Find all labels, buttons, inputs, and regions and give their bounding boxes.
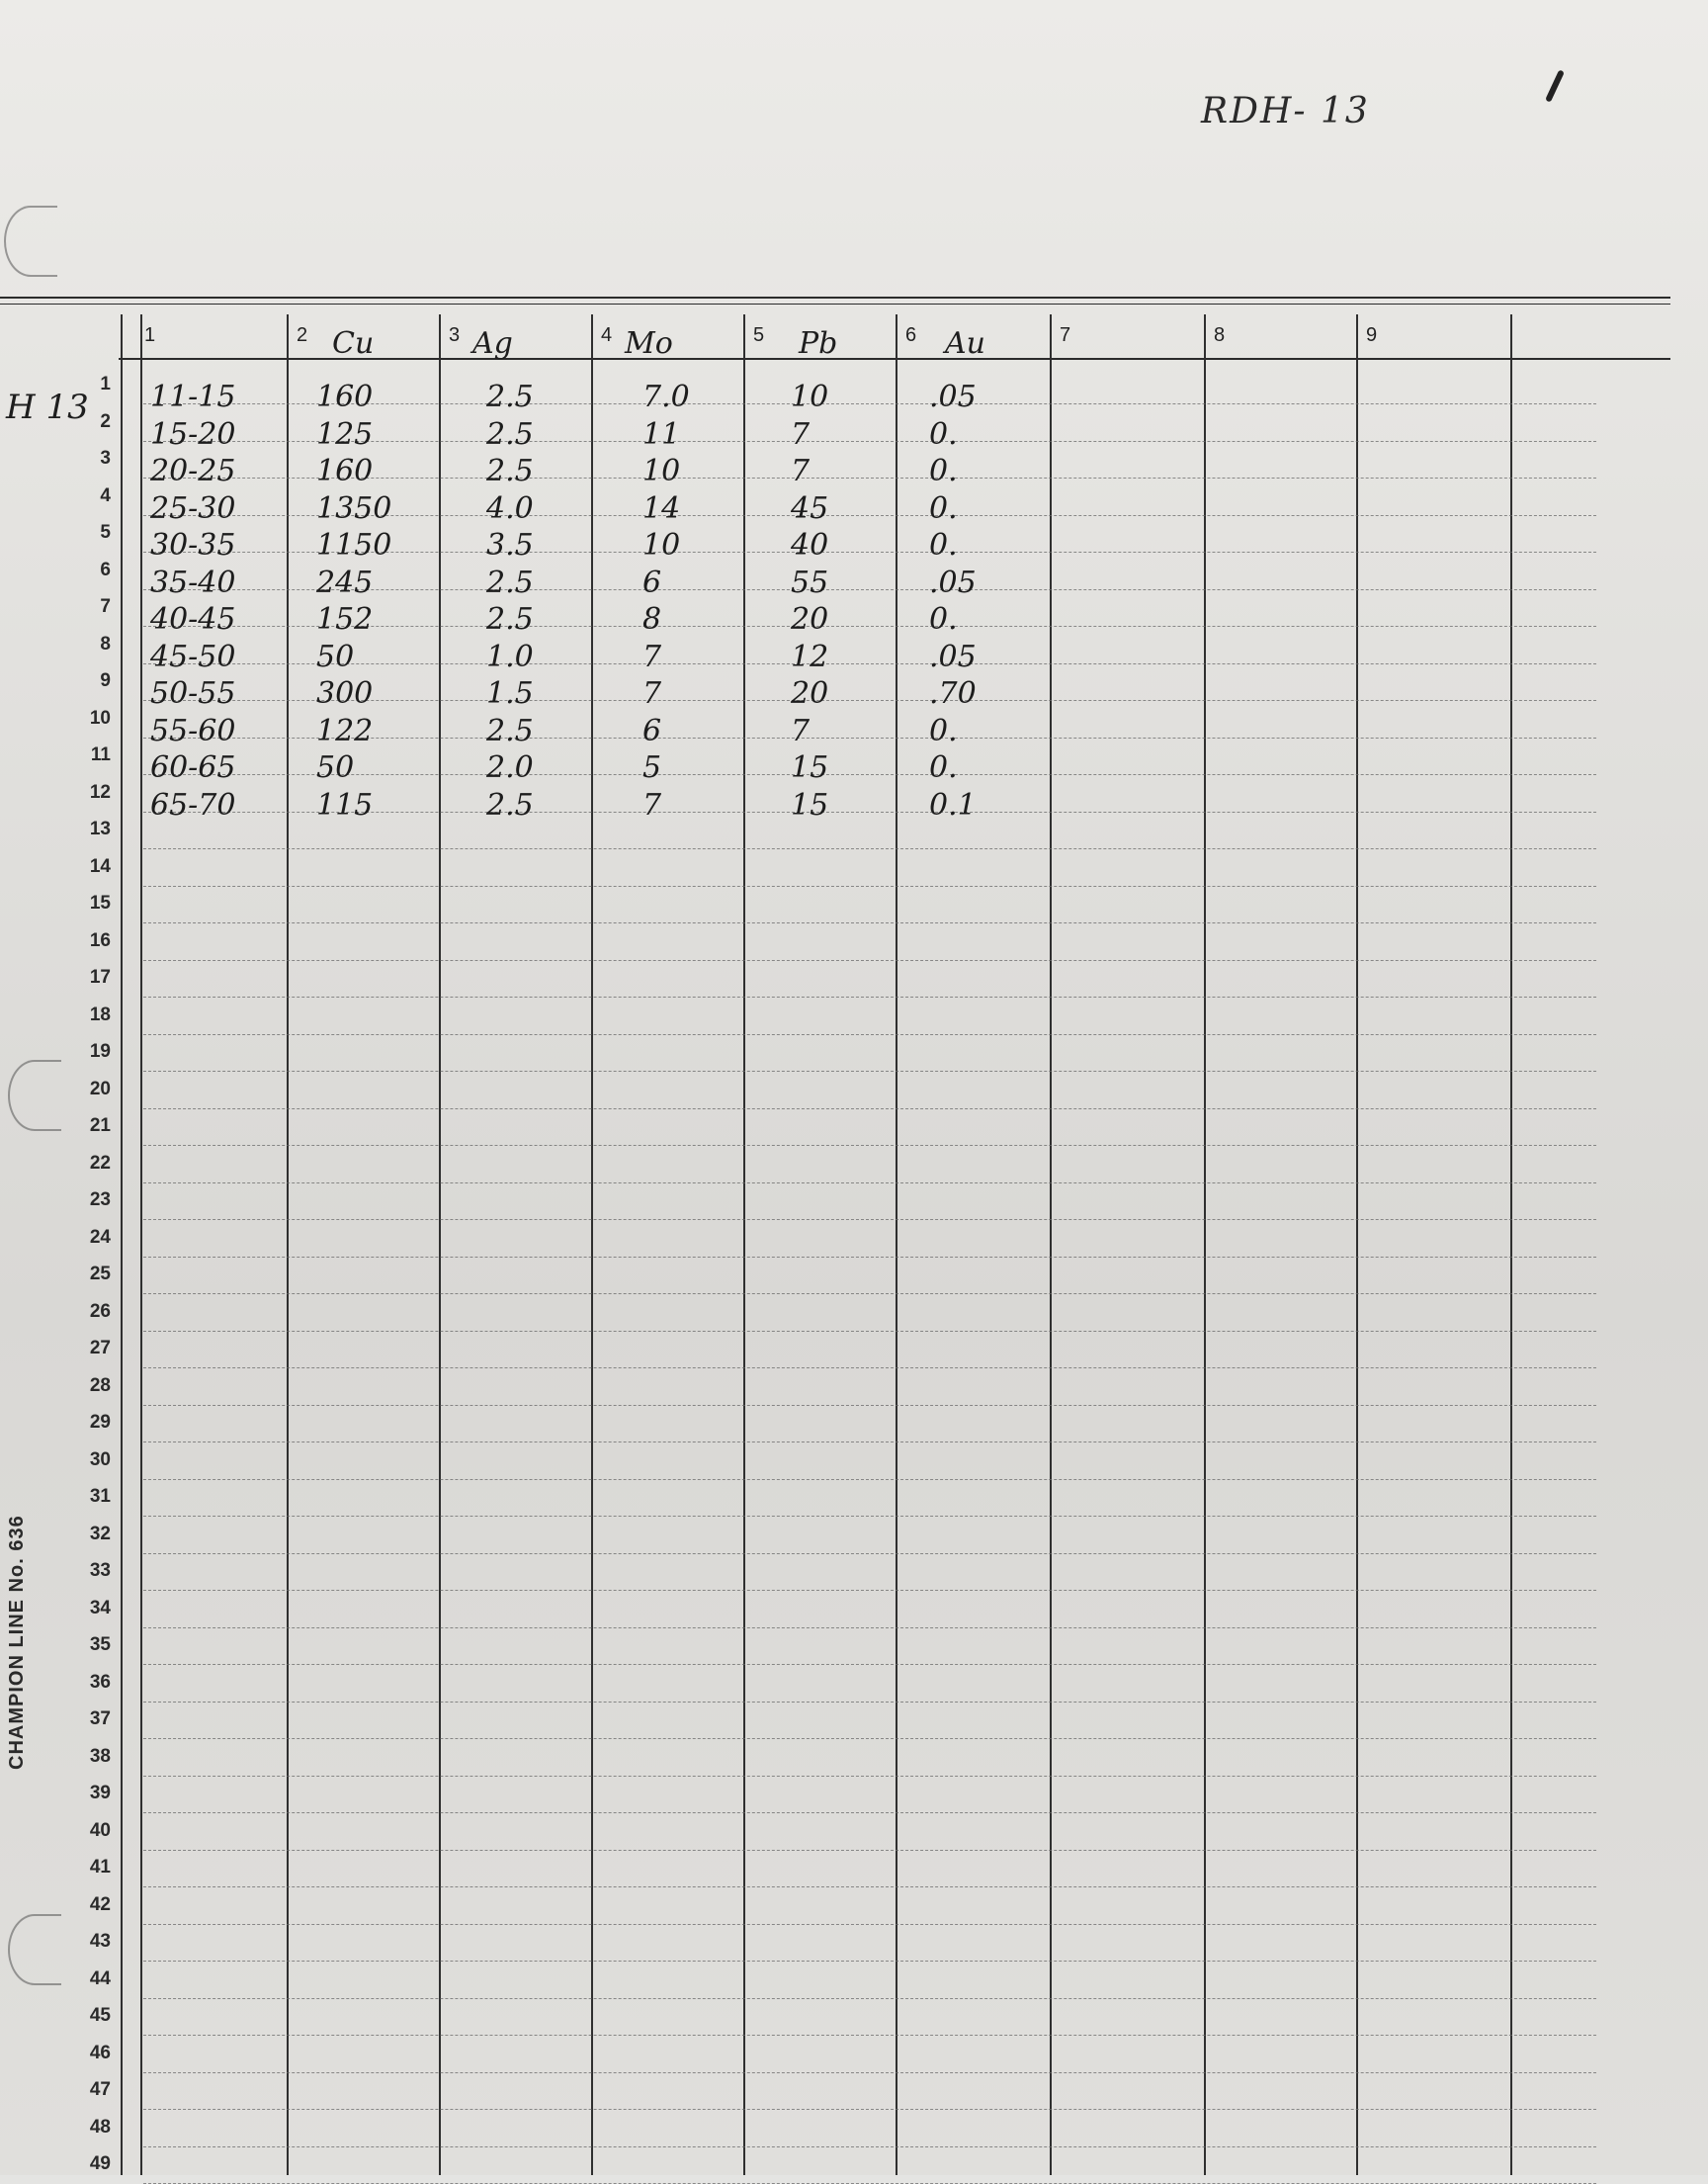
form-label: CHAMPION LINE No. 636 — [6, 1515, 28, 1770]
au-cell: 0. — [929, 750, 958, 785]
header-rule-top — [0, 297, 1670, 299]
mo-cell: 6 — [642, 713, 662, 748]
column-divider — [439, 314, 441, 2175]
row-rule — [143, 663, 1596, 664]
row-rule — [143, 1664, 1596, 1665]
row-number: 26 — [89, 1300, 111, 1322]
cu-cell: 152 — [316, 602, 374, 637]
au-cell: 0. — [929, 416, 958, 452]
hole-label: H 13 — [6, 388, 89, 427]
column-number: 2 — [297, 324, 308, 346]
row-rule — [143, 1553, 1596, 1554]
row-number: 18 — [89, 1004, 111, 1025]
row-rule — [143, 1961, 1596, 1962]
row-rule — [143, 1293, 1596, 1294]
row-number: 14 — [89, 855, 111, 877]
row-number: 20 — [89, 1078, 111, 1099]
row-number: 38 — [89, 1745, 111, 1767]
header-rule-top-thin — [0, 304, 1670, 305]
pb-cell: 7 — [791, 416, 811, 452]
row-number: 8 — [100, 633, 111, 655]
row-number: 24 — [89, 1226, 111, 1248]
interval-cell: 11-15 — [150, 380, 236, 414]
row-number: 21 — [89, 1115, 111, 1136]
row-rule — [143, 1590, 1596, 1591]
au-cell: .70 — [929, 676, 977, 711]
au-cell: 0. — [929, 713, 958, 748]
row-rule — [143, 1108, 1596, 1109]
row-number: 36 — [89, 1671, 111, 1693]
column-divider — [1204, 314, 1206, 2175]
ag-cell: 2.5 — [486, 565, 534, 600]
row-rule — [143, 960, 1596, 961]
column-divider — [743, 314, 745, 2175]
column-element-mo: Mo — [625, 326, 673, 361]
mo-cell: 7.0 — [642, 380, 690, 414]
row-rule — [143, 848, 1596, 849]
cu-cell: 300 — [316, 676, 374, 711]
row-number: 16 — [89, 929, 111, 951]
au-cell: .05 — [929, 639, 977, 674]
mo-cell: 14 — [642, 490, 681, 526]
mo-cell: 8 — [642, 602, 662, 637]
row-number: 19 — [89, 1041, 111, 1062]
column-number: 5 — [753, 324, 765, 346]
mo-cell: 10 — [642, 528, 681, 563]
cu-cell: 1150 — [316, 528, 392, 563]
cu-cell: 50 — [316, 639, 355, 674]
column-number: 8 — [1214, 324, 1226, 346]
row-rule — [143, 886, 1596, 887]
interval-cell: 30-35 — [150, 528, 236, 563]
row-rule — [143, 1257, 1596, 1258]
cu-cell: 245 — [316, 565, 374, 600]
row-rule — [143, 1071, 1596, 1072]
ag-cell: 2.5 — [486, 454, 534, 488]
mo-cell: 7 — [642, 639, 662, 674]
row-number: 30 — [89, 1448, 111, 1470]
au-cell: 0. — [929, 528, 958, 563]
column-number: 7 — [1060, 324, 1071, 346]
row-rule — [143, 774, 1596, 775]
row-number: 31 — [89, 1486, 111, 1507]
row-number: 32 — [89, 1523, 111, 1544]
row-rule — [143, 1331, 1596, 1332]
pb-cell: 20 — [791, 602, 829, 637]
au-cell: 0.1 — [929, 787, 977, 823]
row-number: 47 — [89, 2079, 111, 2100]
row-rule — [143, 2072, 1596, 2073]
row-rule — [143, 2035, 1596, 2036]
au-cell: .05 — [929, 565, 977, 600]
row-number: 12 — [89, 781, 111, 803]
pb-cell: 7 — [791, 454, 811, 488]
ag-cell: 1.5 — [486, 676, 534, 711]
row-number: 33 — [89, 1560, 111, 1581]
ag-cell: 2.5 — [486, 380, 534, 414]
row-number: 1 — [100, 374, 111, 394]
interval-cell: 15-20 — [150, 416, 236, 452]
row-rule — [143, 1145, 1596, 1146]
row-number: 17 — [89, 967, 111, 988]
pb-cell: 40 — [791, 528, 829, 563]
interval-cell: 35-40 — [150, 565, 236, 600]
interval-cell: 50-55 — [150, 676, 236, 711]
ag-cell: 2.0 — [486, 750, 534, 785]
cu-cell: 125 — [316, 416, 374, 452]
ag-cell: 1.0 — [486, 639, 534, 674]
au-cell: .05 — [929, 380, 977, 414]
row-rule — [143, 1886, 1596, 1887]
column-divider — [591, 314, 593, 2175]
column-number: 4 — [601, 324, 613, 346]
row-number: 23 — [89, 1189, 111, 1210]
row-rule — [143, 1367, 1596, 1368]
mo-cell: 7 — [642, 787, 662, 823]
sheet-id-label: RDH- 13 — [1201, 91, 1370, 131]
row-number: 37 — [89, 1708, 111, 1729]
row-number: 25 — [89, 1264, 111, 1284]
row-number: 45 — [89, 2005, 111, 2026]
column-divider — [1510, 314, 1512, 2175]
column-number: 1 — [144, 324, 156, 346]
row-number: 46 — [89, 2042, 111, 2063]
row-rule — [143, 1405, 1596, 1406]
row-number: 43 — [89, 1931, 111, 1952]
page-header-area — [0, 0, 1708, 297]
column-number: 9 — [1366, 324, 1378, 346]
row-rule — [143, 1850, 1596, 1851]
pen-mark — [1545, 69, 1565, 102]
cu-cell: 115 — [316, 787, 374, 823]
au-cell: 0. — [929, 490, 958, 526]
row-number: 27 — [89, 1338, 111, 1358]
column-divider — [896, 314, 897, 2175]
row-number: 35 — [89, 1634, 111, 1655]
row-number: 5 — [100, 522, 111, 543]
row-number: 2 — [100, 410, 111, 432]
column-divider — [1356, 314, 1358, 2175]
interval-cell: 25-30 — [150, 490, 236, 526]
row-number: 40 — [89, 1819, 111, 1841]
column-element-pb: Pb — [799, 326, 838, 361]
interval-cell: 65-70 — [150, 787, 236, 823]
row-number: 42 — [89, 1893, 111, 1915]
ag-cell: 2.5 — [486, 602, 534, 637]
row-number: 44 — [89, 1967, 111, 1989]
row-rule — [143, 2109, 1596, 2110]
ag-cell: 2.5 — [486, 713, 534, 748]
interval-cell: 20-25 — [150, 454, 236, 488]
pb-cell: 12 — [791, 639, 829, 674]
pb-cell: 10 — [791, 380, 829, 414]
mo-cell: 7 — [642, 676, 662, 711]
row-rule — [143, 1219, 1596, 1220]
column-divider — [140, 314, 142, 2175]
row-number: 48 — [89, 2116, 111, 2138]
row-number: 7 — [100, 596, 111, 617]
cu-cell: 50 — [316, 750, 355, 785]
row-rule — [143, 1998, 1596, 1999]
row-number: 49 — [89, 2153, 111, 2174]
pb-cell: 7 — [791, 713, 811, 748]
row-rule — [143, 1441, 1596, 1442]
row-number: 6 — [100, 559, 111, 580]
column-divider — [287, 314, 289, 2175]
ag-cell: 2.5 — [486, 787, 534, 823]
punch-hole-bottom — [8, 1914, 61, 1985]
row-number: 15 — [89, 893, 111, 914]
ag-cell: 2.5 — [486, 416, 534, 452]
au-cell: 0. — [929, 454, 958, 488]
interval-cell: 55-60 — [150, 713, 236, 748]
pb-cell: 55 — [791, 565, 829, 600]
row-rule — [143, 1738, 1596, 1739]
cu-cell: 1350 — [316, 490, 392, 526]
row-rule — [143, 1034, 1596, 1035]
ag-cell: 4.0 — [486, 490, 534, 526]
interval-cell: 40-45 — [150, 602, 236, 637]
column-divider — [121, 314, 123, 2175]
row-rule — [143, 1627, 1596, 1628]
punch-hole-middle — [8, 1060, 61, 1131]
row-number: 22 — [89, 1152, 111, 1174]
cu-cell: 160 — [316, 454, 374, 488]
pb-cell: 15 — [791, 787, 829, 823]
pb-cell: 20 — [791, 676, 829, 711]
row-rule — [143, 1702, 1596, 1703]
row-number: 39 — [89, 1783, 111, 1803]
row-number: 13 — [89, 819, 111, 839]
interval-cell: 60-65 — [150, 750, 236, 785]
column-number: 3 — [449, 324, 461, 346]
row-number: 9 — [100, 670, 111, 691]
row-rule — [143, 1516, 1596, 1517]
au-cell: 0. — [929, 602, 958, 637]
row-rule — [143, 1924, 1596, 1925]
row-number: 10 — [89, 707, 111, 729]
row-number: 3 — [100, 448, 111, 469]
row-rule — [143, 1812, 1596, 1813]
row-rule — [143, 922, 1596, 923]
interval-cell: 45-50 — [150, 639, 236, 674]
mo-cell: 11 — [642, 416, 681, 452]
column-number: 6 — [905, 324, 917, 346]
mo-cell: 5 — [642, 750, 662, 785]
row-rule — [143, 2146, 1596, 2147]
row-rule — [143, 997, 1596, 998]
pb-cell: 15 — [791, 750, 829, 785]
row-number: 34 — [89, 1597, 111, 1618]
column-element-ag: Ag — [472, 326, 513, 361]
cu-cell: 160 — [316, 380, 374, 414]
row-number: 11 — [90, 744, 111, 765]
column-element-au: Au — [945, 326, 985, 361]
row-number: 4 — [100, 484, 111, 506]
cu-cell: 122 — [316, 713, 374, 748]
row-number: 28 — [89, 1374, 111, 1396]
pb-cell: 45 — [791, 490, 829, 526]
mo-cell: 10 — [642, 454, 681, 488]
row-rule — [143, 1182, 1596, 1183]
column-divider — [1050, 314, 1052, 2175]
row-number: 41 — [89, 1857, 111, 1878]
row-number: 29 — [89, 1412, 111, 1433]
ag-cell: 3.5 — [486, 528, 534, 563]
punch-hole-top — [4, 206, 57, 277]
mo-cell: 6 — [642, 565, 662, 600]
row-rule — [143, 1776, 1596, 1777]
column-element-cu: Cu — [332, 326, 375, 361]
row-rule — [143, 1479, 1596, 1480]
